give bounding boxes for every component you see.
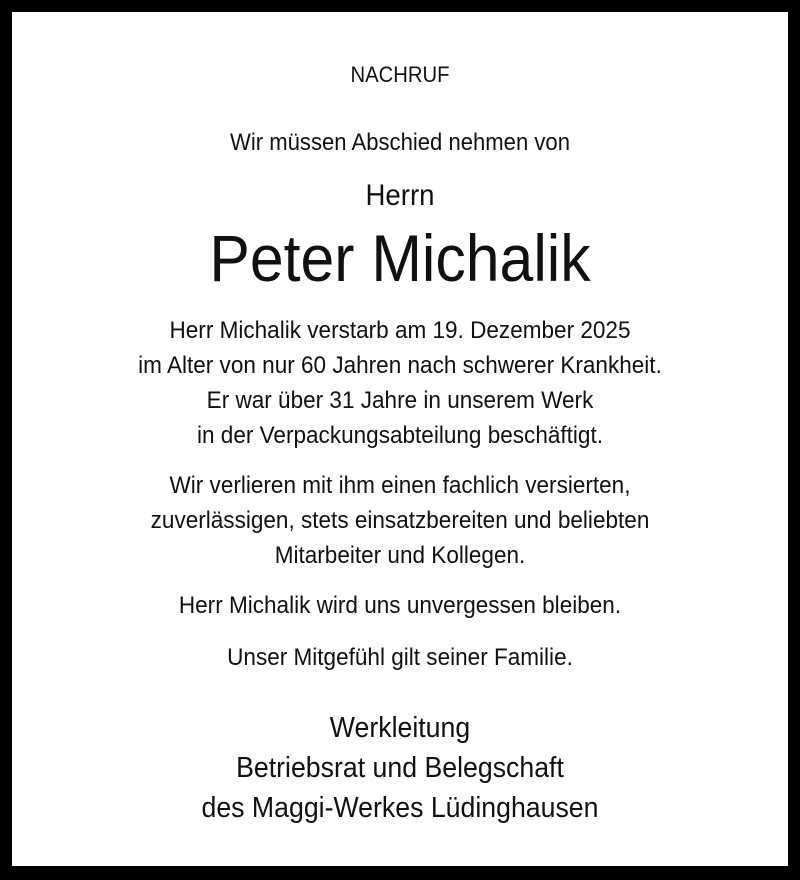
paragraph2-line: Wir verlieren mit ihm einen fachlich versierten, — [169, 472, 631, 499]
paragraph1-line: Herr Michalik verstarb am 19. Dezember 2025 — [169, 317, 631, 344]
intro-line: Wir müssen Abschied nehmen von — [230, 129, 570, 156]
paragraph2-line: zuverlässigen, stets einsatzbereiten und beliebten — [150, 507, 650, 534]
signature-line: des Maggi-Werkes Lüdinghausen — [201, 792, 599, 824]
paragraph2-line: Mitarbeiter und Kollegen. — [274, 542, 526, 569]
notice-kicker: NACHRUF — [350, 62, 450, 87]
paragraph4: Unser Mitgefühl gilt seiner Familie. — [227, 644, 573, 671]
signature-line: Betriebsrat und Belegschaft — [236, 752, 564, 784]
salutation: Herrn — [365, 179, 435, 212]
paragraph1-line: in der Verpackungsabteilung beschäftigt. — [196, 422, 604, 449]
obituary-notice — [12, 12, 788, 866]
paragraph1-line: Er war über 31 Jahre in unserem Werk — [206, 387, 594, 414]
deceased-name: Peter Michalik — [209, 221, 591, 295]
paragraph1-line: im Alter von nur 60 Jahren nach schwerer Krankheit. — [138, 352, 662, 379]
paragraph3: Herr Michalik wird uns unvergessen bleiben. — [178, 592, 622, 619]
signature-line: Werkleitung — [329, 712, 471, 744]
